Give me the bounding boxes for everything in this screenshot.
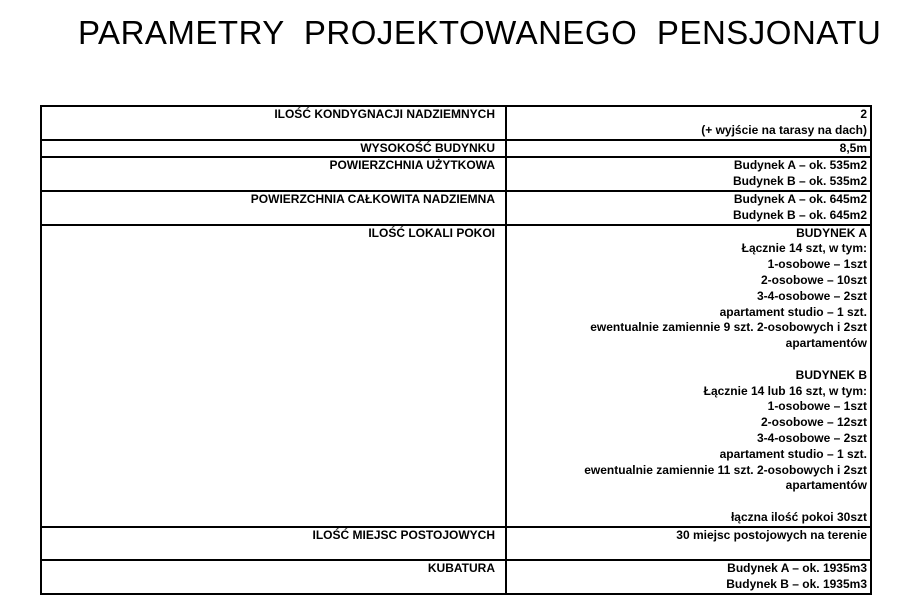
parameter-label: POWIERZCHNIA UŻYTKOWA — [41, 157, 506, 191]
parameter-value-line: Łącznie 14 lub 16 szt, w tym: — [703, 383, 867, 398]
parameter-label: POWIERZCHNIA CAŁKOWITA NADZIEMNA — [41, 191, 506, 225]
parameter-value-line: Budynek B – ok. 535m2 — [732, 174, 867, 189]
table-row — [41, 225, 871, 527]
table-row — [41, 560, 871, 594]
parameter-label: KUBATURA — [41, 560, 506, 594]
document-title: PARAMETRY PROJEKTOWANEGO PENSJONATU — [78, 14, 882, 51]
parameter-value-line — [511, 352, 867, 368]
parameter-label: ILOŚĆ MIEJSC POSTOJOWYCH — [41, 527, 506, 561]
parameter-label: ILOŚĆ KONDYGNACJI NADZIEMNYCH — [41, 106, 506, 140]
parameter-value-line: apartamentów — [785, 336, 867, 351]
parameter-value-line: BUDYNEK A — [796, 225, 867, 240]
parameter-value — [506, 527, 871, 561]
parameter-label: WYSOKOŚĆ BUDYNKU — [41, 140, 506, 158]
table-row — [41, 106, 871, 140]
table-row — [41, 191, 871, 225]
parameter-value-line: Budynek A – ok. 1935m3 — [727, 561, 867, 576]
parameter-label: ILOŚĆ LOKALI POKOI — [41, 225, 506, 527]
parameter-value-line: 3-4-osobowe – 2szt — [756, 288, 867, 303]
parameter-value — [506, 560, 871, 594]
parameter-value — [506, 225, 871, 527]
parameter-value — [506, 106, 871, 140]
parameter-value-line: Budynek B – ok. 1935m3 — [726, 577, 867, 592]
parameter-value-line: apartament studio – 1 szt. — [719, 446, 867, 461]
parameter-value-line: 2 — [860, 107, 867, 121]
parameter-value-line: 8,5m — [839, 140, 867, 155]
parameter-value-line: 2-osobowe – 12szt — [760, 415, 867, 430]
parameter-value-line: apartament studio – 1 szt. — [719, 304, 867, 319]
parameter-value-line: Budynek A – ok. 535m2 — [733, 158, 867, 173]
parameter-value-line: (+ wyjście na tarasy na dach) — [701, 122, 867, 137]
parameter-value — [506, 191, 871, 225]
parameter-value — [506, 157, 871, 191]
parameter-value-line: 3-4-osobowe – 2szt — [756, 430, 867, 445]
parameter-value-line — [511, 494, 867, 510]
parameter-value-line: 1-osobowe – 1szt — [767, 399, 867, 414]
parameter-value-line: Łącznie 14 szt, w tym: — [741, 241, 867, 256]
parameter-value-line: ewentualnie zamiennie 9 szt. 2-osobowych i 2szt — [590, 320, 867, 335]
parameter-value-line: Budynek A – ok. 645m2 — [733, 191, 867, 206]
table-row — [41, 527, 871, 561]
parameter-value-line — [511, 544, 867, 560]
parameter-value-line: Budynek B – ok. 645m2 — [732, 207, 867, 222]
table-row — [41, 140, 871, 158]
parameter-value-line: 2-osobowe – 10szt — [760, 272, 867, 287]
parameter-value-line: 30 miejsc postojowych na terenie — [676, 527, 867, 542]
parameter-value-line: łączna ilość pokoi 30szt — [730, 509, 867, 524]
parameters-table — [40, 105, 872, 595]
parameter-value-line: BUDYNEK B — [795, 367, 867, 382]
parameter-value-line: 1-osobowe – 1szt — [767, 257, 867, 272]
parameter-value — [506, 140, 871, 158]
parameter-value-line: apartamentów — [785, 478, 867, 493]
table-row — [41, 157, 871, 191]
parameters-table-body — [41, 106, 871, 594]
parameter-value-line: ewentualnie zamiennie 11 szt. 2-osobowych i 2szt — [584, 462, 867, 477]
